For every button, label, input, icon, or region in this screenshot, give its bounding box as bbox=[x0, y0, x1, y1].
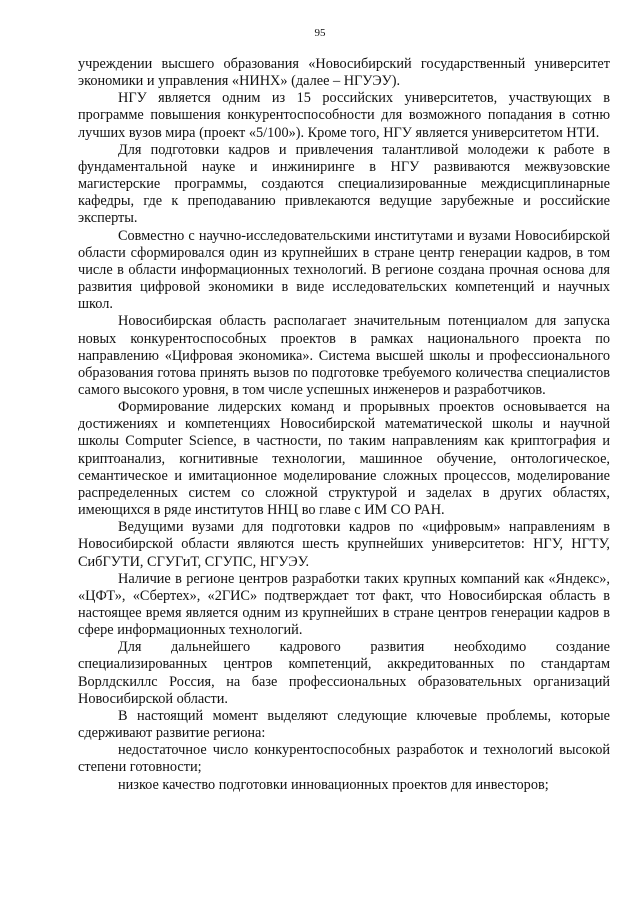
document-body bbox=[78, 56, 610, 794]
page-number: 95 bbox=[314, 27, 326, 39]
paragraph-it-personnel-center: Совместно с научно-исследовательскими институтами и вузами Новосибирской области сформировался один из крупнейших в стране центр генерации кадров, в том числе в области информационных технологий. В регионе создана прочная основа для развития цифровой экономики в виде исследовательских компетенций и научных школ. bbox=[78, 227, 610, 313]
problem-item-project-quality: низкое качество подготовки инновационных проектов для инвесторов; bbox=[118, 776, 549, 793]
paragraph-ngu-5-100: НГУ является одним из 15 российских университетов, участвующих в программе повышения конкурентоспособности для возможного попадания в сотню лучших вузов мира (проект «5/100»). Кроме того, НГУ является университетом НТИ. bbox=[78, 90, 610, 141]
paragraph-leading-universities: Ведущими вузами для подготовки кадров по «цифровым» направлениям в Новосибирской области являются шесть крупнейших университетов: НГУ, НГТУ, СибГУТИ, СГУГиТ, СГУПС, НГУЭУ. bbox=[78, 519, 610, 570]
paragraph-continuation: учреждении высшего образования «Новосибирский государственный университет экономики и управления «НИНХ» (далее – НГУЭУ). bbox=[78, 56, 610, 90]
paragraph-digital-economy-potential: Новосибирская область располагает значительным потенциалом для запуска новых конкурентоспособных проектов в рамках национального проекта по направлению «Цифровая экономика». Система высшей школы и профессионального образования готова принять вызов по подготовке требуемого количества специалистов самого высокого уровня, в том числе успешных инженеров и разработчиков. bbox=[78, 313, 610, 398]
paragraph-master-programs: Для подготовки кадров и привлечения талантливой молодежи к работе в фундаментальной науке и инжиниринге в НГУ развиваются межвузовские магистерские программы, создаются специализированные междисциплинарные кафедры, где к преподаванию привлекаются ведущие зарубежные и российские эксперты. bbox=[78, 141, 610, 227]
paragraph-key-problems: В настоящий момент выделяют следующие ключевые проблемы, которые сдерживают развитие региона: bbox=[78, 707, 610, 742]
problem-item-developments: недостаточное число конкурентоспособных разработок и технологий высокой степени готовности; bbox=[78, 742, 610, 776]
paragraph-competence-centers: Для дальнейшего кадрового развития необходимо создание специализированных центров компетенций, аккредитованных по стандартам Ворлдскиллс Россия, на базе профессиональных образовательных организаций Новосибирской области. bbox=[78, 639, 610, 707]
paragraph-leadership-teams: Формирование лидерских команд и прорывных проектов основывается на достижениях и компетенциях Новосибирской математической школы и научной школы Computer Science, в частности, по таким направлениям как криптография и криптоанализ, когнитивные технологии, машинное обучение, онтологическое, семантическое и имитационное моделирование сложных процессов, моделирование распределенных систем со сложной структурой и заделах в других областях, имеющихся в ряде институтов ННЦ во главе с ИМ СО РАН. bbox=[78, 399, 610, 519]
paragraph-development-centers: Наличие в регионе центров разработки таких крупных компаний как «Яндекс», «ЦФТ», «Сбертех», «2ГИС» подтверждает тот факт, что Новосибирская область в настоящее время является одним из крупнейших в стране центров генерации кадров в сфере информационных технологий. bbox=[78, 570, 610, 639]
